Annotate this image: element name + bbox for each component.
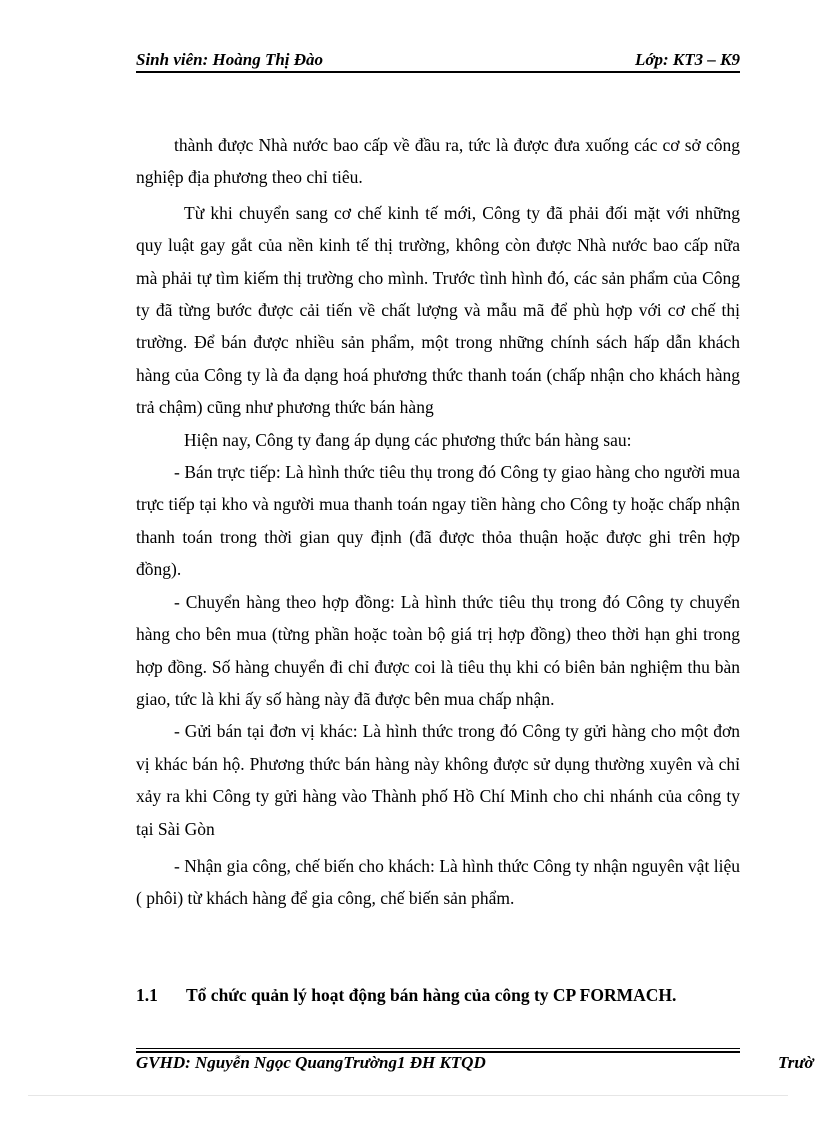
paragraph-contract-shipment: - Chuyển hàng theo hợp đồng: Là hình thức tiêu thụ trong đó Công ty chuyển hàng cho bên mua (từng phần hoặc toàn bộ giá trị hợp đồng) theo thời hạn ghi trong hợp đồng. Số hàng chuyển đi chỉ được coi là tiêu thụ khi có biên bản nghiệm thu bàn giao, tức là khi ấy số hàng này đã được bên mua chấp nhận. (136, 591, 740, 709)
section-number: 1.1 (136, 985, 158, 1005)
footer-divider-thin (136, 1048, 740, 1049)
page-edge-line (28, 1095, 788, 1096)
class-label: Lớp: KT3 – K9 (635, 50, 740, 69)
paragraph-transition: Từ khi chuyển sang cơ chế kinh tế mới, Công ty đã phải đối mặt với những quy luật gay gắt của nền kinh tế thị trường, không còn được Nhà nước bao cấp nữa mà phải tự tìm kiếm thị trường cho mình. Trước tình hình đó, các sản phẩm của Công ty đã từng bước được cải tiến về chất lượng và mẫu mã để phù hợp với cơ chế thị trường. Để bán được nhiều sản phẩm, một trong những chính sách hấp dẫn khách hàng của Công ty là đa dạng hoá phương thức thanh toán (chấp nhận cho khách hàng trả chậm) cũng như phương thức bán hàng (136, 202, 740, 418)
student-name: Sinh viên: Hoàng Thị Đào (136, 50, 324, 69)
page-footer: GVHD: Nguyễn Ngọc QuangTrường1 ĐH KTQD (136, 1053, 486, 1072)
page-header (136, 48, 740, 72)
paragraph-methods-intro: Hiện nay, Công ty đang áp dụng các phương thức bán hàng sau: (184, 429, 632, 450)
body-text (136, 129, 740, 915)
section-heading (136, 985, 676, 1006)
section-title: Tổ chức quản lý hoạt động bán hàng của công ty CP FORMACH. (186, 985, 677, 1005)
paragraph-direct-sale: - Bán trực tiếp: Là hình thức tiêu thụ trong đó Công ty giao hàng cho người mua trực tiếp tại kho và người mua thanh toán ngay tiền hàng cho Công ty hoặc chấp nhận thanh toán trong thời gian quy định (đã được thỏa thuận hoặc được ghi trên hợp đồng). (136, 462, 740, 580)
footer-right-text: Trườ (778, 1053, 814, 1072)
header-divider (136, 71, 740, 73)
paragraph-continuation: thành được Nhà nước bao cấp về đầu ra, tức là được đưa xuống các cơ sở công nghiệp địa phương theo chỉ tiêu. (136, 135, 740, 188)
paragraph-consignment: - Gửi bán tại đơn vị khác: Là hình thức trong đó Công ty gửi hàng cho một đơn vị khác bán hộ. Phương thức bán hàng này không được sử dụng thường xuyên và chỉ xảy ra khi Công ty gửi hàng vào Thành phố Hồ Chí Minh cho chi nhánh của công ty tại Sài Gòn (136, 721, 740, 839)
paragraph-processing: - Nhận gia công, chế biến cho khách: Là hình thức Công ty nhận nguyên vật liệu ( phôi) từ khách hàng để gia công, chế biến sản phẩm. (136, 855, 740, 909)
